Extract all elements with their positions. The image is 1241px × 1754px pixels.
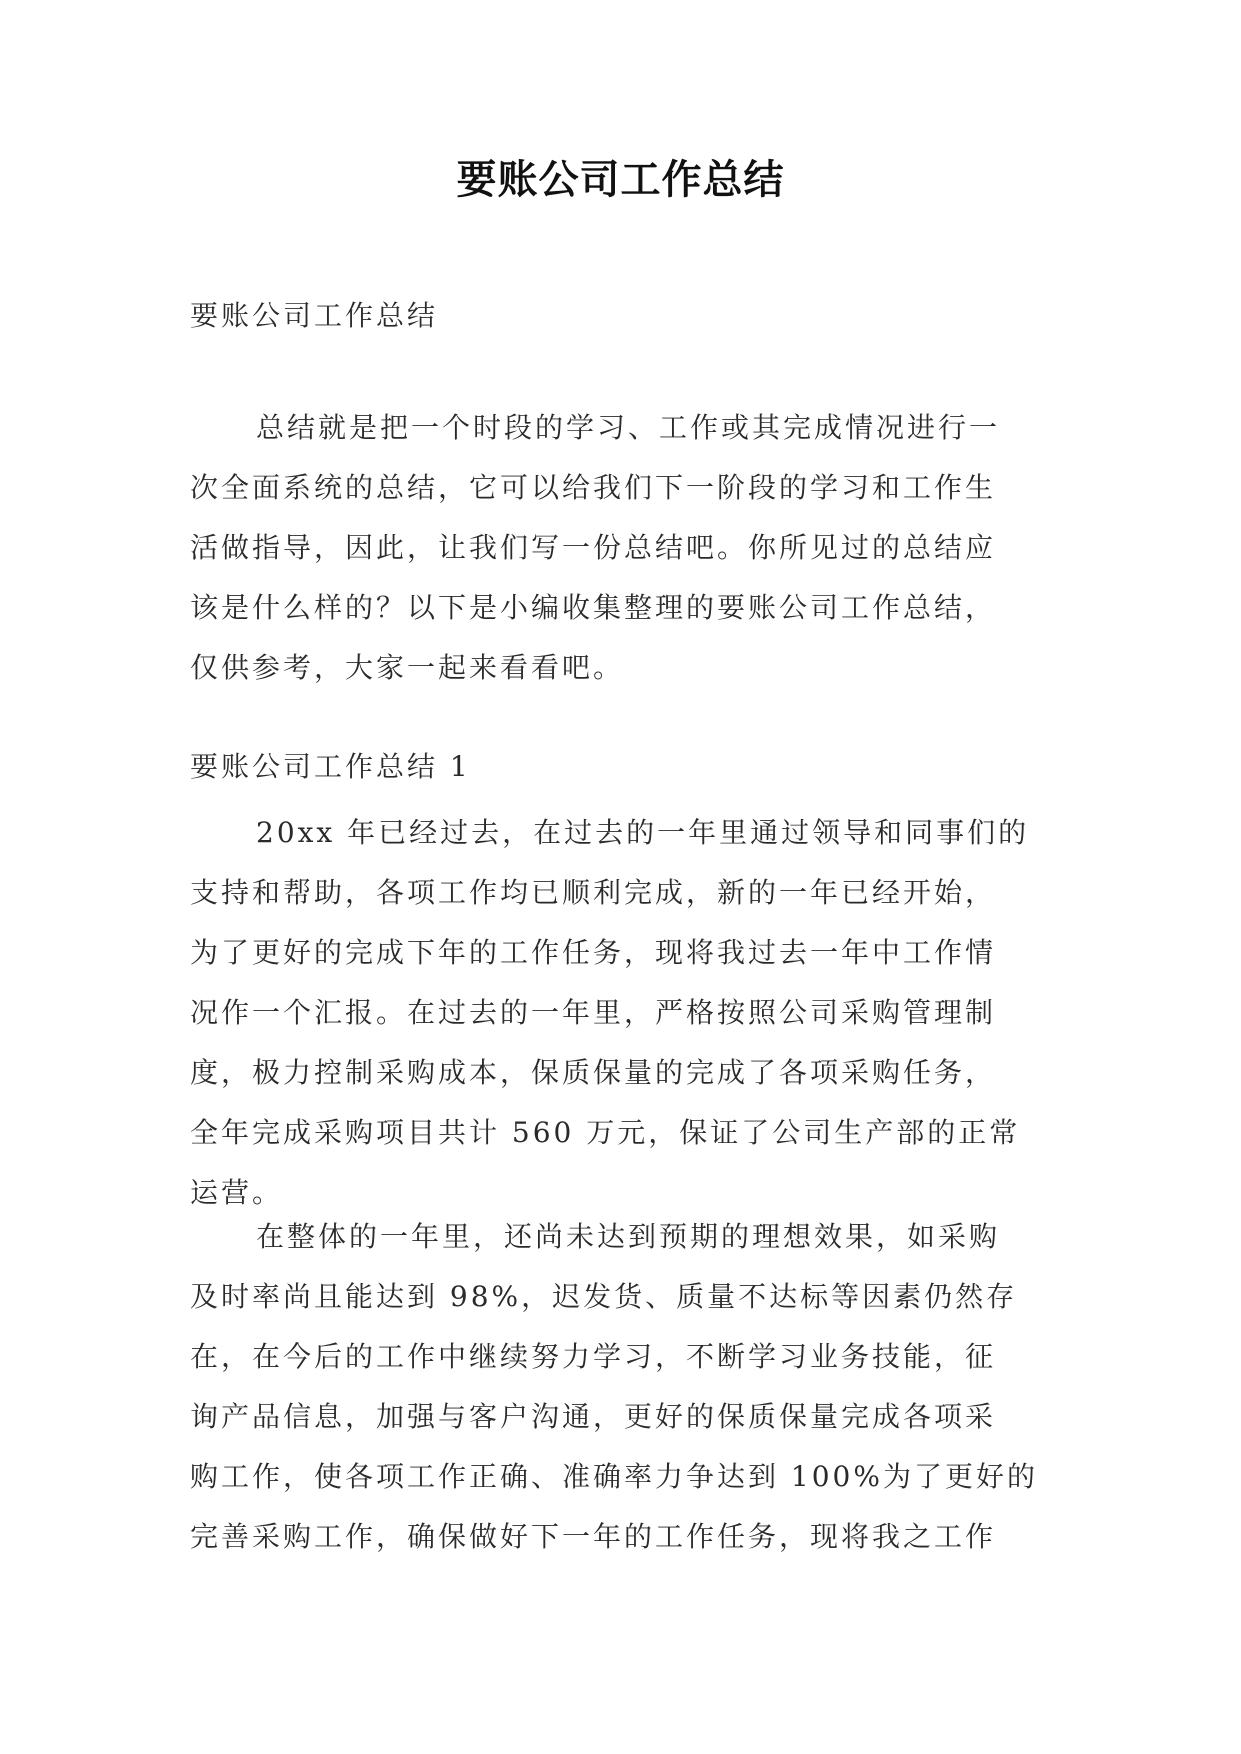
paragraph-line: 支持和帮助，各项工作均已顺利完成，新的一年已经开始， [190,876,997,909]
paragraph-line: 完善采购工作，确保做好下一年的工作任务，现将我之工作 [190,1520,997,1553]
intro-line: 总结就是把一个时段的学习、工作或其完成情况进行一 [256,411,1001,444]
intro-paragraph [190,398,1050,698]
paragraph-line: 及时率尚且能达到 98%，迟发货、质量不达标等因素仍然存 [190,1280,1018,1313]
intro-line: 次全面系统的总结，它可以给我们下一阶段的学习和工作生 [190,471,997,504]
intro-line: 仅供参考，大家一起来看看吧。 [190,651,625,684]
paragraph-line: 在整体的一年里，还尚未达到预期的理想效果，如采购 [256,1220,1001,1253]
subtitle-line: 要账公司工作总结 [190,299,439,332]
body-paragraph-1 [190,803,1050,1223]
document-subtitle [190,286,1050,346]
section-heading-text: 要账公司工作总结 1 [190,750,471,783]
paragraph-line: 在，在今后的工作中继续努力学习，不断学习业务技能，征 [190,1340,997,1373]
section-heading [190,737,1050,797]
paragraph-line: 20xx 年已经过去，在过去的一年里通过领导和同事们的 [256,816,1030,849]
paragraph-line: 为了更好的完成下年的工作任务，现将我过去一年中工作情 [190,936,997,969]
paragraph-line: 全年完成采购项目共计 560 万元，保证了公司生产部的正常 [190,1116,1021,1149]
paragraph-line: 运营。 [190,1176,284,1209]
document-title: 要账公司工作总结 [456,156,785,203]
paragraph-line: 询产品信息，加强与客户沟通，更好的保质保量完成各项采 [190,1400,997,1433]
paragraph-line: 购工作，使各项工作正确、准确率力争达到 100%为了更好的 [190,1460,1038,1493]
paragraph-line: 度，极力控制采购成本，保质保量的完成了各项采购任务， [190,1056,997,1089]
body-paragraph-2 [190,1207,1050,1567]
paragraph-line: 况作一个汇报。在过去的一年里，严格按照公司采购管理制 [190,996,997,1029]
intro-line: 活做指导，因此，让我们写一份总结吧。你所见过的总结应 [190,531,997,564]
intro-line: 该是什么样的？以下是小编收集整理的要账公司工作总结， [190,591,997,624]
